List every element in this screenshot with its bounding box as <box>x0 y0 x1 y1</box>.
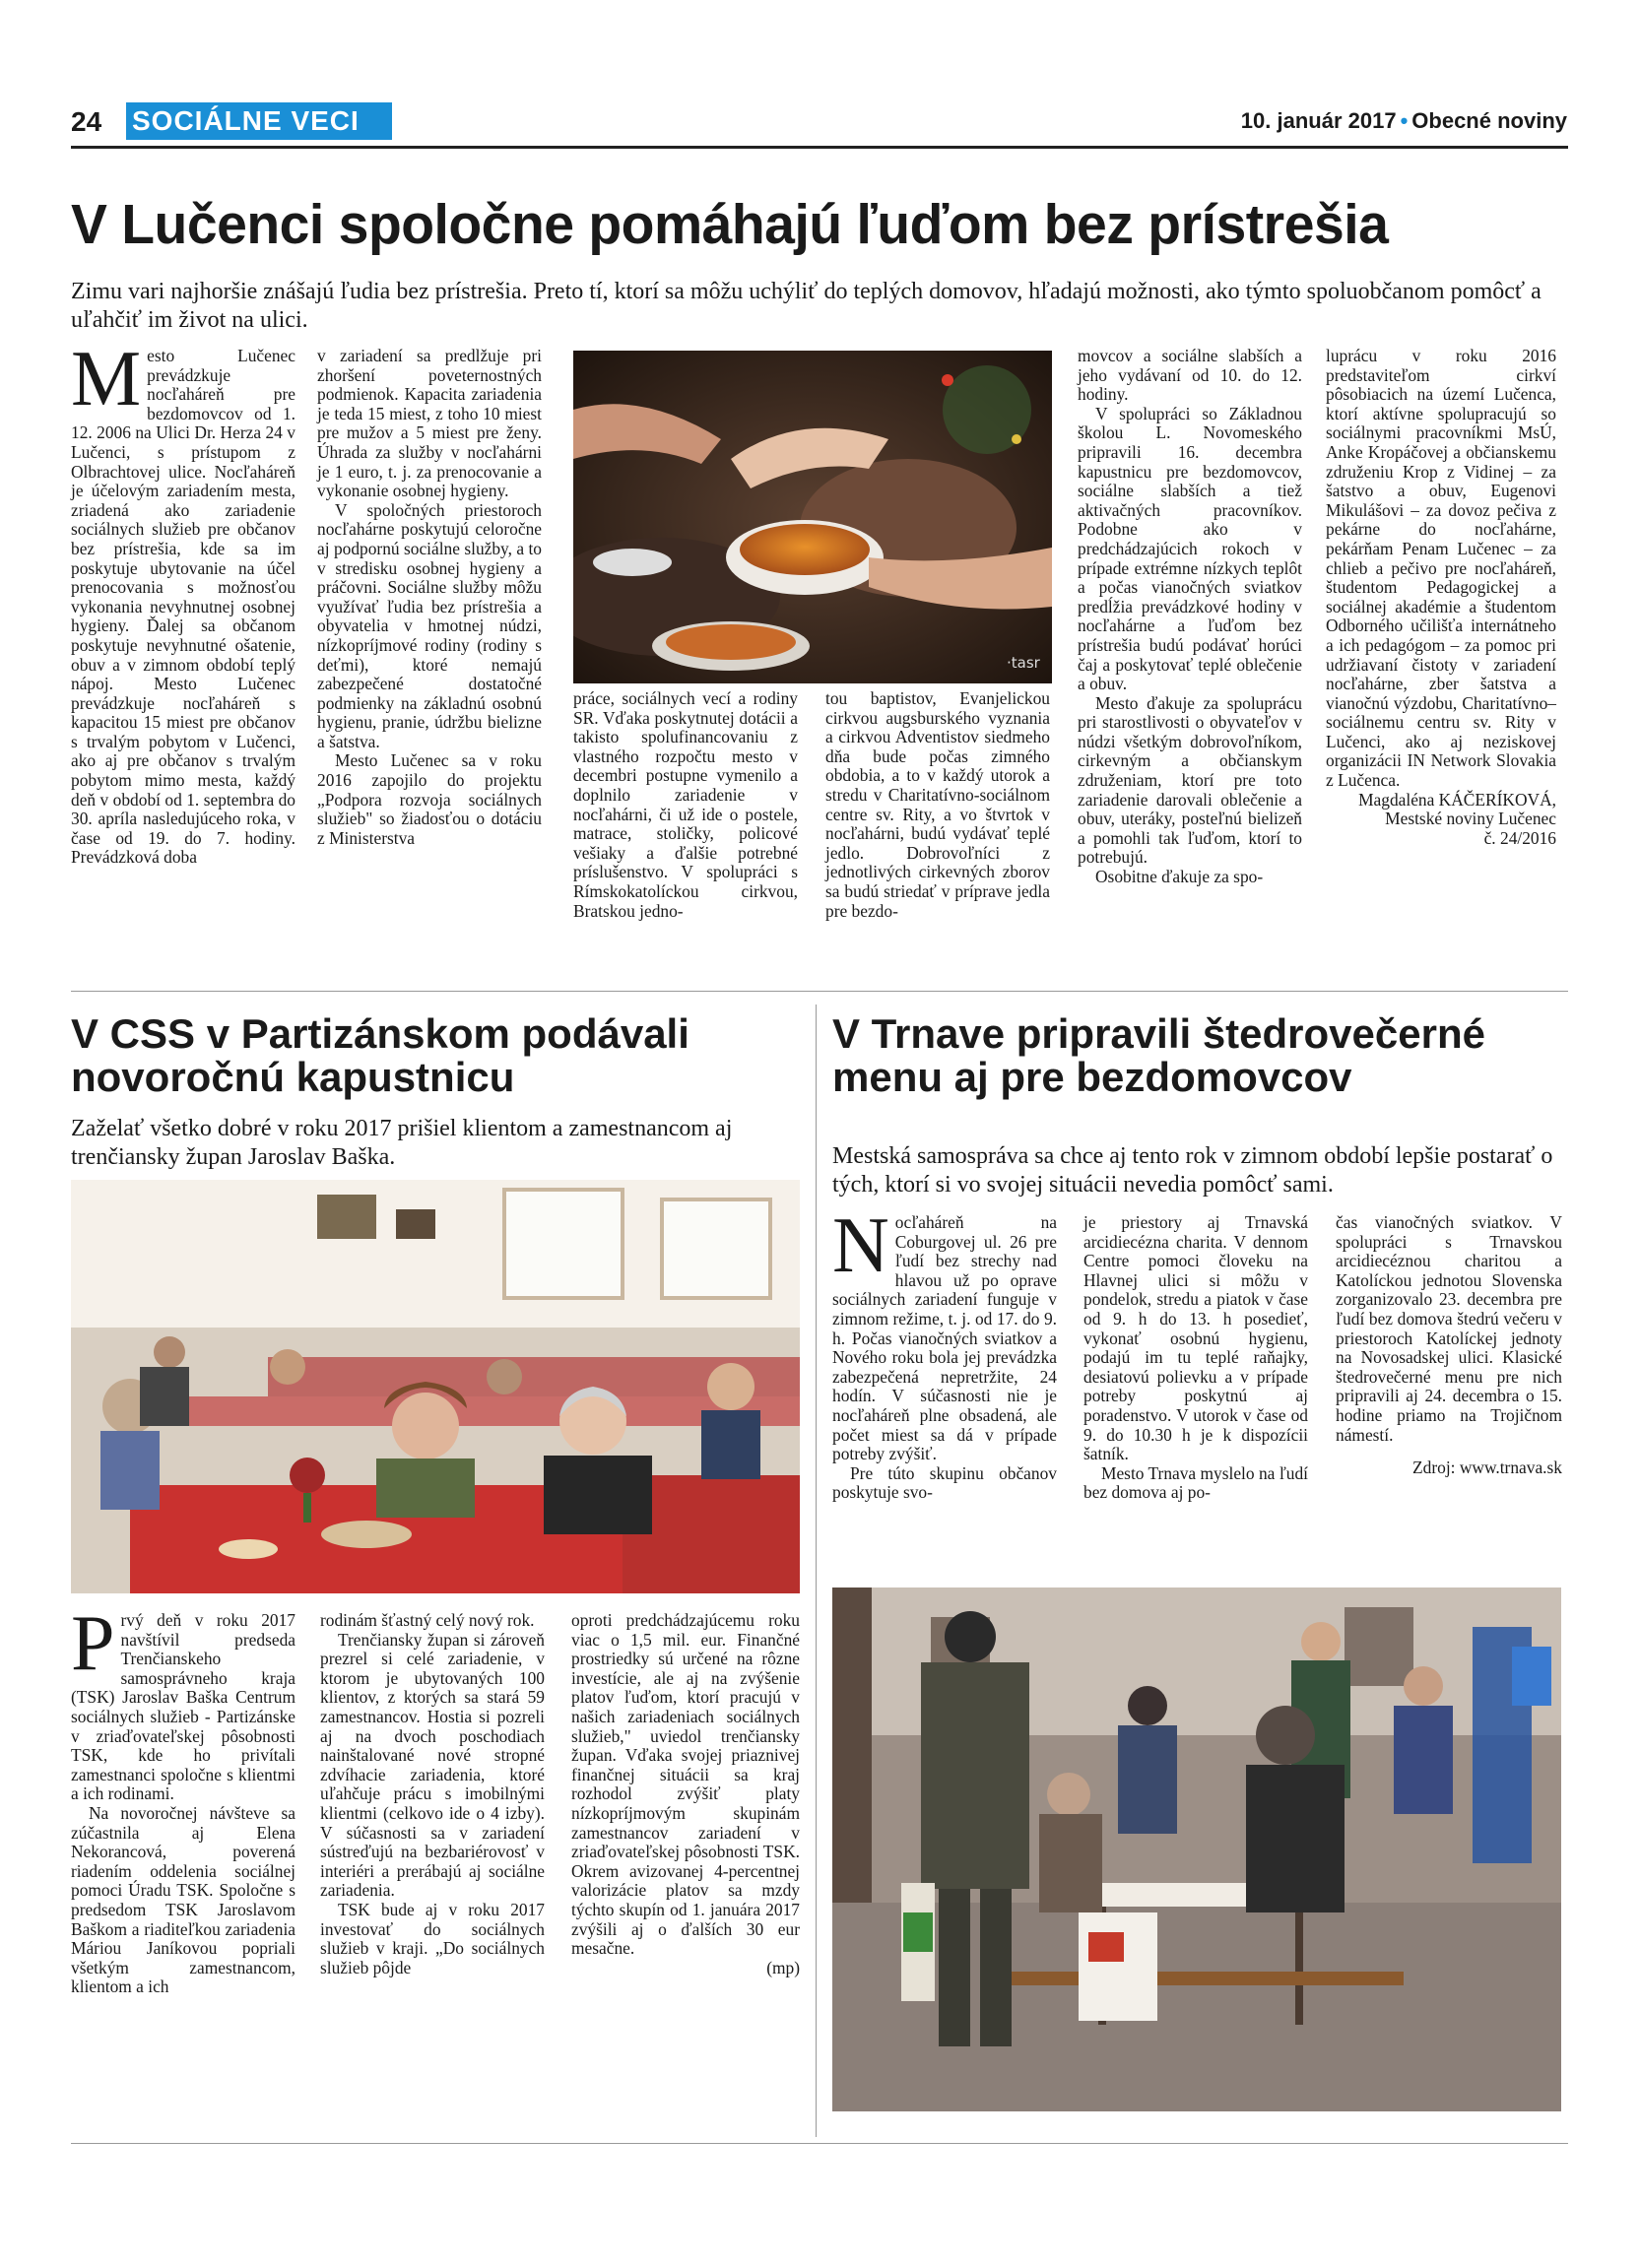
outdoor-meal-photo <box>832 1588 1561 2111</box>
paragraph: v zariadení sa predlžuje pri zhoršení poveternostných podmienok. Kapacita zariadenia je teda 15 miest, z toho 10 miest pre mužov a 5 miest pre ženy. Úhrada za služby v nocľahárni je 1 euro, t. j. za prenocovanie a vykonanie osobnej hygieny. <box>317 346 542 501</box>
section-divider <box>71 991 1568 992</box>
paragraph: Pre túto skupinu občanov poskytuje svo- <box>832 1462 1057 1503</box>
article2-col1-text: rvý deň v roku 2017 navštívil predseda Trenčianskeho samosprávneho kraja (TSK) Jaroslav Baška Centrum sociálnych služieb - Partizánske v zriaďovateľskej pôsobnosti TSK, kde ho privítali zamestnanci spoločne s klientmi a ich rodinami. <box>71 1610 295 1804</box>
paragraph: Na novoročnej návšteve sa zúčastnila aj Elena Nekorancová, poverená riadením oddelenia sociálnej pomoci Úradu TSK. Spoločne s predsedom TSK Jaroslavom Baškom a riaditeľkou zariadenia Máriou Janíkovou popriali všetkým zamestnancom, klientom a ich <box>71 1802 295 1997</box>
article3-lead: Mestská samospráva sa chce aj tento rok v zimnom období lepšie postarať o tých, ktorí si vo svojej situácii nevedia pomôcť sami. <box>832 1143 1553 1198</box>
page-number: 24 <box>71 106 102 137</box>
paragraph: TSK bude aj v roku 2017 investovať do sociálnych služieb v kraji. „Do sociálnych služieb pôjde <box>320 1899 545 1977</box>
issue-date: 10. január 2017 <box>1240 108 1397 133</box>
paragraph: rodinám šťastný celý nový rok. <box>320 1610 535 1630</box>
article1-photo <box>573 351 1052 683</box>
bullet-icon: • <box>1400 108 1409 133</box>
author-byline: Magdaléna KÁČERÍKOVÁ, <box>1358 789 1556 810</box>
article2-column-2 <box>320 1611 545 2143</box>
article3-col1-text: ocľaháreň na Coburgovej ul. 26 pre ľudí bez strechy nad hlavou už po oprave sociálnych zariadení funguje v zimnom režime, t. j. od 17. do 9. h. Počas vianočných sviatkov a Nového roku bola jej prevádzka zabezpečená nepretržite, 24 hodín. V súčasnosti nie je nocľaháreň plne obsadená, ale počet miest sa dá v prípade potreby zvýšiť. <box>832 1212 1057 1464</box>
article2-signature: (mp) <box>766 1957 800 1977</box>
photo-credit: ·tasr <box>1007 654 1040 672</box>
bottom-rule <box>71 2143 1568 2144</box>
article3-source: Zdroj: www.trnava.sk <box>1412 1458 1562 1478</box>
article2-headline: V CSS v Partizánskom podávali novoročnú kapustnicu <box>71 1010 689 1100</box>
drop-cap: P <box>71 1600 115 1687</box>
article1-headline: V Lučenci spoločne pomáhajú ľuďom bez prístrešia <box>71 193 1389 256</box>
paragraph: Osobitne ďakuje za spo- <box>1095 867 1264 887</box>
paragraph: Trenčiansky župan si zároveň prezrel si celé zariadenie, v ktorom je ubytovaných 100 klientov, z ktorých sa stará 59 zamestnancov. Hostia si pozreli aj na dvoch poschodiach nainštalované nové stropné zdvíhacie zariadenia, ktoré uľahčuje prácu s imobilnými klientmi (celkovo ide o 4 izby). V súčasnosti sa v zariadení sústreďujú na bezbariérovosť v interiéri a prerábajú aj sociálne zariadenia. <box>320 1629 545 1901</box>
article3-column-3 <box>1336 1213 1562 1568</box>
article2-lead: Zaželať všetko dobré v roku 2017 prišiel klientom a zamestnancom aj trenčiansky župan Jaroslav Baška. <box>71 1116 733 1170</box>
article2-column-3 <box>571 1611 800 2143</box>
article3-photo <box>832 1588 1561 2111</box>
article1-col1-text: esto Lučenec prevádzkuje nocľaháreň pre bezdomovcov od 1. 12. 2006 na Ulici Dr. Herza 24 v Lučenci, s prístupom z Olbrachtovej ulice. Nocľaháreň je účelovým zariadením mesta, zriadená ako zariadenie sociálnych služieb pre občanov bez prístrešia, kde sa im poskytuje ubytovanie na účel prenocovania s možnosťou vykonania nevyhnutnej osobnej hygieny. Ďalej sa občanom poskytuje nevyhnutné ošatenie, obuv a v zimnom období teplý nápoj. Mesto Lučenec prevádzkuje nocľaháreň s kapacitou 15 miest pre občanov s trvalým pobytom v Lučenci, ako aj pre občanov s trvalým pobytom mimo mesta, každý deň v období od 1. septembra do 30. apríla nasledujúceho roka, v čase od 19. do 7. hodiny. Prevádzková doba <box>71 346 295 868</box>
article1-column-3 <box>573 689 798 977</box>
soup-serving-photo <box>573 351 1052 683</box>
article3-headline: V Trnave pripravili štedrovečerné menu aj pre bezdomovcov <box>832 1010 1485 1100</box>
masthead-info <box>1241 108 1567 134</box>
paragraph: V spoločných priestoroch nocľahárne poskytujú celoročne aj podpornú sociálne služby, a to v stredisku osobnej hygieny a práčovni. Sociálne služby môžu využívať ľudia bez prístrešia a obyvatelia v hmotnej núdzi, nízkopríjmové rodiny (rodiny s deťmi), ktoré nemajú zabezpečené dostatočné podmienky na základnú osobnú hygienu, pranie, údržbu bielizne a šatstva. <box>317 499 542 751</box>
article3-column-1 <box>832 1202 1057 1568</box>
header-rule <box>71 146 1568 149</box>
section-label: SOCIÁLNE VECI <box>126 102 392 140</box>
article3-column-2 <box>1083 1213 1308 1568</box>
paragraph: je priestory aj Trnavská arcidiecézna charita. V dennom Centre pomoci človeku na Hlavnej ulici si môžu v pondelok, stredu a piatok v čase od 9. h do 13. h posedieť, vykonať osobnú hygienu, podajú im tu teplé raňajky, desiatovú polievku a v prípade potreby poskytnú aj poradenstvo. V utorok v čase od 9. do 10.30 h je k dispozícii šatník. <box>1083 1212 1308 1464</box>
article1-column-6 <box>1326 347 1556 987</box>
article1-column-1 <box>71 336 295 977</box>
article2-photo <box>71 1180 800 1593</box>
article1-column-2 <box>317 347 542 977</box>
drop-cap: N <box>832 1202 889 1289</box>
paragraph: luprácu v roku 2016 predstaviteľom cirkví pôsobiacich na území Lučenca, ktorí aktívne spolupracujú so sociálnymi pracovníkmi MsÚ, Anke Kropáčovej a občianskemu združeniu Krop z Vidinej – za šatstvo a obuv, Eugenovi Mikulášovi – za dovoz pečiva z pekárne do nocľahárne, pekárňam Penam Lučenec – za chlieb a pečivo pre nocľaháreň, študentom Pedagogickej a sociálnej akadémie a študentom Odborného učilišťa internátneho a ich pedagógom – za pomoc pri udržiavaní čistoty v zariadení nocľahárne, zber šatstva a vianočnú výzdobu, Charitatívno–sociálnemu centru sv. Rity v Lučenci, ako aj neziskovej organizácii IN Network Slovakia z Lučenca. <box>1326 346 1556 791</box>
article1-column-5 <box>1078 347 1302 977</box>
article1-lead: Zimu vari najhoršie znášajú ľudia bez prístrešia. Preto tí, ktorí sa môžu uchýliť do teplých domovov, hľadajú možnosti, ako týmto spoluobčanom pomôcť a uľahčiť im život na ulici. <box>71 279 1542 333</box>
source-line: Mestské noviny Lučenec <box>1385 809 1556 829</box>
paragraph: oproti predchádzajúcemu roku viac o 1,5 mil. eur. Finančné prostriedky sú určené na rôzne investície, ale aj na zvýšenie platov ľuďom, ktorí pracujú v našich zariadeniach sociálnych služieb," uviedol trenčiansky župan. Vďaka svojej priaznivej finančnej situácii sa kraj rozhodol zvýšiť platy nízkopríjmovým skupinám zamestnancov zariadení v zriaďovateľskej pôsobnosti TSK. Okrem avizovanej 4-percentnej valorizácie platov sa mzdy týchto skupín od 1. januára 2017 zvýšili aj o ďalších 30 eur mesačne. <box>571 1610 800 1959</box>
paragraph: tou baptistov, Evanjelickou cirkvou augsburského vyznania a cirkvou Adventistov siedmeho dňa bude počas zimného obdobia, a to v každý utorok a stredu v Charitatívno-sociálnom centre sv. Rity, a vo štvrtok v nocľahárni, budú vydávať teplé jedlo. Dobrovoľníci z jednotlivých cirkevných zborov sa budú striedať v príprave jedla pre bezdo- <box>825 688 1050 921</box>
paragraph: čas vianočných sviatkov. V spolupráci s Trnavskou arcidiecéznou charitou a Katolíckou jednotou Slovenska zorganizovalo 23. decembra pre ľudí bez domova štedrú večeru v priestoroch Katolíckej jednoty na Novosadskej ulici. Klasické štedrovečerné menu pre nich pripravili aj 24. decembra o 15. hodine priamo na Trojičnom námestí. <box>1336 1212 1562 1445</box>
publication-name: Obecné noviny <box>1411 108 1567 133</box>
paragraph: Mesto Trnava myslelo na ľudí bez domova aj po- <box>1083 1462 1308 1503</box>
paragraph: Mesto Lučenec sa v roku 2016 zapojilo do projektu „Podpora rozvoja sociálnych služieb" so žiadosťou o dotáciu z Ministerstva <box>317 750 542 848</box>
source-line: č. 24/2016 <box>1483 827 1556 848</box>
article2-column-1 <box>71 1600 295 2143</box>
dining-hall-photo <box>71 1180 800 1593</box>
paragraph: práce, sociálnych vecí a rodiny SR. Vďaka poskytnutej dotácii a takisto spolufinancovaniu z vlastného rozpočtu mesto v decembri postupne vymenilo a doplnilo zariadenie v nocľahárni, či už ide o postele, matrace, stoličky, policové vešiaky a ďalšie potrebné príslušenstvo. V spolupráci s Rímskokatolíckou cirkvou, Bratskou jedno- <box>573 688 798 921</box>
paragraph: movcov a sociálne slabších a jeho vydávaní od 10. do 12. hodiny. <box>1078 346 1302 405</box>
paragraph: Mesto ďakuje za spoluprácu pri starostlivosti o obyvateľov v núdzi všetkým dobrovoľníkom, cirkevným a občianskym združeniam, ktorí pre toto zariadenie darovali oblečenie a obuv, uteráky, posteľnú bielizeň a pomohli tak ľuďom, ktorí to potrebujú. <box>1078 692 1302 868</box>
article1-column-4 <box>825 689 1050 977</box>
column-divider <box>816 1004 817 2137</box>
drop-cap: M <box>71 336 142 422</box>
paragraph: V spolupráci so Základnou školou L. Novomeského pripravili 16. decembra kapustnicu pre bezdomovcov, sociálne slabších a tiež aktivačných pracovníkov. Podobne ako v predchádzajúcich rokoch v prípade extrémne nízkych teplôt a počas vianočných sviatkov predĺžia prevádzkové hodiny v nocľahárne a ľuďom bez prístrešia budú podávať horúci čaj a poskytovať teplé oblečenie a obuv. <box>1078 403 1302 694</box>
